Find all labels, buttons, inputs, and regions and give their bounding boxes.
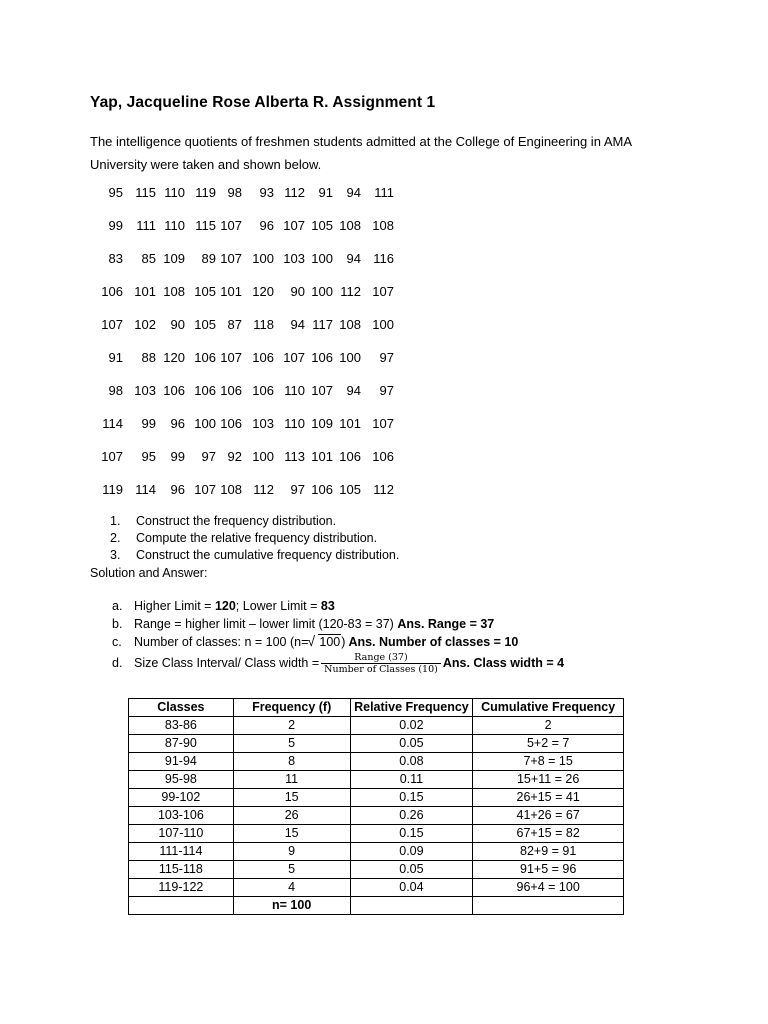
task-number: 3. [110, 548, 121, 562]
iq-value: 99 [141, 416, 156, 431]
fraction-numerator: Range (37) [321, 652, 441, 664]
iq-value: 90 [170, 317, 185, 332]
iq-value: 112 [253, 482, 274, 497]
higher-limit-value: 120 [214, 599, 236, 613]
iq-value: 90 [290, 284, 305, 299]
frequency-value: 8 [233, 753, 350, 771]
relative-frequency-value: 0.02 [350, 717, 473, 735]
task-list [110, 513, 399, 564]
relative-frequency-value: 0.08 [350, 753, 473, 771]
iq-value: 101 [311, 449, 333, 464]
frequency-value: 11 [233, 771, 350, 789]
iq-value: 85 [141, 251, 156, 266]
iq-value: 94 [346, 185, 361, 200]
answer-list [112, 597, 564, 675]
iq-value: 102 [134, 317, 156, 332]
answer-c [112, 633, 564, 651]
answer-b [112, 615, 564, 633]
iq-value: 103 [283, 251, 305, 266]
lower-limit-value: 83 [320, 599, 335, 613]
header-classes: Classes [129, 699, 234, 717]
iq-value: 107 [220, 218, 242, 233]
iq-value: 106 [339, 449, 361, 464]
answer-letter: c. [112, 635, 122, 649]
class-width-answer: Ans. Class width = 4 [442, 656, 565, 670]
iq-value: 100 [311, 251, 333, 266]
cumulative-frequency-value: 96+4 = 100 [473, 879, 624, 897]
answer-letter: d. [112, 656, 123, 670]
table-header-row [129, 699, 624, 717]
cumulative-frequency-value: 91+5 = 96 [473, 861, 624, 879]
iq-value: 106 [163, 383, 185, 398]
answer-letter: b. [112, 617, 123, 631]
iq-value: 96 [259, 218, 274, 233]
iq-value: 100 [252, 449, 274, 464]
iq-value: 110 [164, 185, 185, 200]
iq-value: 118 [253, 317, 274, 332]
iq-value: 107 [220, 350, 242, 365]
header-relative-frequency: Relative Frequency [350, 699, 473, 717]
range-answer: Ans. Range = 37 [397, 617, 495, 631]
iq-value: 106 [311, 482, 333, 497]
iq-value: 96 [170, 416, 185, 431]
iq-value: 114 [102, 416, 123, 431]
iq-value: 101 [339, 416, 361, 431]
iq-value: 95 [108, 185, 123, 200]
iq-value: 112 [284, 185, 305, 200]
iq-value: 83 [108, 251, 123, 266]
iq-value: 106 [252, 383, 274, 398]
iq-value: 109 [311, 416, 333, 431]
answer-text: ; Lower Limit = [235, 599, 321, 613]
iq-value: 94 [346, 251, 361, 266]
iq-value: 115 [135, 185, 156, 200]
header-cumulative-frequency: Cumulative Frequency [473, 699, 624, 717]
iq-value: 100 [311, 284, 333, 299]
cumulative-frequency-value: 2 [473, 717, 624, 735]
cumulative-frequency-value: 67+15 = 82 [473, 825, 624, 843]
iq-value: 99 [170, 449, 185, 464]
answer-text: Range = higher limit – lower limit (120-83 = 37) [134, 617, 398, 631]
task-text: Compute the relative frequency distribution. [136, 531, 378, 545]
iq-value: 108 [339, 218, 361, 233]
fraction-denominator: Number of Classes (10) [324, 664, 438, 676]
relative-frequency-value: 0.05 [350, 861, 473, 879]
iq-value: 106 [194, 383, 216, 398]
iq-value: 111 [374, 185, 394, 200]
radicand: 100 [319, 635, 341, 649]
task-number: 1. [110, 514, 121, 528]
iq-value: 106 [220, 416, 242, 431]
task-item [110, 513, 399, 530]
iq-value: 91 [108, 350, 123, 365]
iq-value: 120 [163, 350, 185, 365]
header-frequency: Frequency (f) [233, 699, 350, 717]
iq-value: 108 [220, 482, 242, 497]
iq-value: 114 [135, 482, 156, 497]
iq-value: 98 [227, 185, 242, 200]
iq-value: 100 [339, 350, 361, 365]
frequency-value: 5 [233, 735, 350, 753]
iq-value: 107 [101, 449, 123, 464]
class-width-fraction [321, 652, 441, 675]
iq-value: 119 [195, 185, 216, 200]
relative-frequency-value: 0.04 [350, 879, 473, 897]
frequency-value: 5 [233, 861, 350, 879]
table-total-row [129, 897, 624, 915]
iq-value: 106 [311, 350, 333, 365]
iq-value: 108 [372, 218, 394, 233]
iq-value: 103 [252, 416, 274, 431]
iq-value: 106 [194, 350, 216, 365]
iq-value: 99 [108, 218, 123, 233]
iq-value: 106 [220, 383, 242, 398]
iq-value: 94 [290, 317, 305, 332]
task-text: Construct the frequency distribution. [136, 514, 337, 528]
iq-value: 97 [379, 383, 394, 398]
iq-value: 97 [379, 350, 394, 365]
class-range: 119-122 [129, 879, 234, 897]
total-n: n= 100 [233, 897, 350, 915]
task-item [110, 530, 399, 547]
frequency-value: 15 [233, 789, 350, 807]
iq-value: 92 [227, 449, 242, 464]
iq-value: 103 [134, 383, 156, 398]
answer-a [112, 597, 564, 615]
iq-value: 88 [141, 350, 156, 365]
iq-value: 115 [195, 218, 216, 233]
table-row [129, 789, 624, 807]
iq-value: 94 [346, 383, 361, 398]
answer-text: Size Class Interval/ Class width = [134, 656, 320, 670]
iq-value: 100 [194, 416, 216, 431]
frequency-value: 9 [233, 843, 350, 861]
iq-value: 100 [372, 317, 394, 332]
cumulative-frequency-value: 15+11 = 26 [473, 771, 624, 789]
iq-value: 108 [339, 317, 361, 332]
empty-cell [350, 897, 473, 915]
relative-frequency-value: 0.15 [350, 825, 473, 843]
iq-value: 120 [252, 284, 274, 299]
iq-value: 89 [201, 251, 216, 266]
task-number: 2. [110, 531, 121, 545]
iq-value: 105 [339, 482, 361, 497]
iq-value: 107 [372, 284, 394, 299]
page-title: Yap, Jacqueline Rose Alberta R. Assignment 1 [90, 94, 436, 111]
task-item [110, 547, 399, 564]
cumulative-frequency-value: 82+9 = 91 [473, 843, 624, 861]
iq-value: 106 [101, 284, 123, 299]
iq-value: 107 [101, 317, 123, 332]
table-row [129, 771, 624, 789]
iq-value: 97 [201, 449, 216, 464]
class-range: 91-94 [129, 753, 234, 771]
answer-text: ) [341, 635, 346, 649]
iq-value: 119 [102, 482, 123, 497]
iq-value: 98 [108, 383, 123, 398]
class-range: 83-86 [129, 717, 234, 735]
iq-value: 107 [283, 350, 305, 365]
answer-text: Higher Limit = [134, 599, 215, 613]
table-row [129, 735, 624, 753]
iq-value: 91 [318, 185, 333, 200]
frequency-value: 4 [233, 879, 350, 897]
classes-answer: Ans. Number of classes = 10 [345, 635, 519, 649]
iq-value: 109 [163, 251, 185, 266]
table-row [129, 825, 624, 843]
iq-value: 106 [372, 449, 394, 464]
table-row [129, 753, 624, 771]
frequency-value: 15 [233, 825, 350, 843]
iq-value: 96 [170, 482, 185, 497]
answer-text: Number of classes: n = 100 (n= [134, 635, 309, 649]
class-range: 99-102 [129, 789, 234, 807]
frequency-table [128, 698, 624, 915]
iq-value: 110 [284, 416, 305, 431]
cumulative-frequency-value: 5+2 = 7 [473, 735, 624, 753]
relative-frequency-value: 0.09 [350, 843, 473, 861]
iq-value: 111 [136, 218, 156, 233]
iq-value: 93 [259, 185, 274, 200]
table-row [129, 843, 624, 861]
iq-value: 112 [340, 284, 361, 299]
iq-value: 116 [373, 251, 394, 266]
iq-value: 106 [252, 350, 274, 365]
iq-value: 105 [194, 317, 216, 332]
relative-frequency-value: 0.05 [350, 735, 473, 753]
class-range: 115-118 [129, 861, 234, 879]
class-range: 103-106 [129, 807, 234, 825]
table-row [129, 879, 624, 897]
iq-value: 117 [312, 317, 333, 332]
cumulative-frequency-value: 7+8 = 15 [473, 753, 624, 771]
iq-value: 110 [284, 383, 305, 398]
iq-value: 97 [290, 482, 305, 497]
iq-value: 108 [163, 284, 185, 299]
intro-paragraph: The intelligence quotients of freshmen students admitted at the College of Engineering in AMA University were taken and shown below. [90, 134, 632, 172]
class-range: 107-110 [129, 825, 234, 843]
table-body [129, 717, 624, 915]
task-text: Construct the cumulative frequency distribution. [136, 548, 400, 562]
frequency-value: 2 [233, 717, 350, 735]
iq-value: 107 [283, 218, 305, 233]
iq-value: 107 [372, 416, 394, 431]
cumulative-frequency-value: 26+15 = 41 [473, 789, 624, 807]
relative-frequency-value: 0.15 [350, 789, 473, 807]
answer-d [112, 651, 564, 675]
cumulative-frequency-value: 41+26 = 67 [473, 807, 624, 825]
class-range: 87-90 [129, 735, 234, 753]
square-root-symbol [310, 633, 341, 651]
iq-value: 100 [252, 251, 274, 266]
class-range: 95-98 [129, 771, 234, 789]
frequency-value: 26 [233, 807, 350, 825]
iq-value: 107 [220, 251, 242, 266]
relative-frequency-value: 0.11 [350, 771, 473, 789]
empty-cell [473, 897, 624, 915]
solution-heading: Solution and Answer: [90, 566, 208, 580]
iq-value: 101 [220, 284, 242, 299]
answer-letter: a. [112, 599, 123, 613]
iq-value: 95 [141, 449, 156, 464]
iq-value: 101 [134, 284, 156, 299]
table-row [129, 807, 624, 825]
class-range: 111-114 [129, 843, 234, 861]
table-row [129, 717, 624, 735]
relative-frequency-value: 0.26 [350, 807, 473, 825]
iq-value: 113 [284, 449, 305, 464]
iq-value: 87 [227, 317, 242, 332]
iq-value: 107 [311, 383, 333, 398]
table-row [129, 861, 624, 879]
empty-cell [129, 897, 234, 915]
iq-value: 110 [164, 218, 185, 233]
iq-value: 105 [194, 284, 216, 299]
iq-value: 105 [311, 218, 333, 233]
iq-value: 107 [194, 482, 216, 497]
iq-value: 112 [373, 482, 394, 497]
